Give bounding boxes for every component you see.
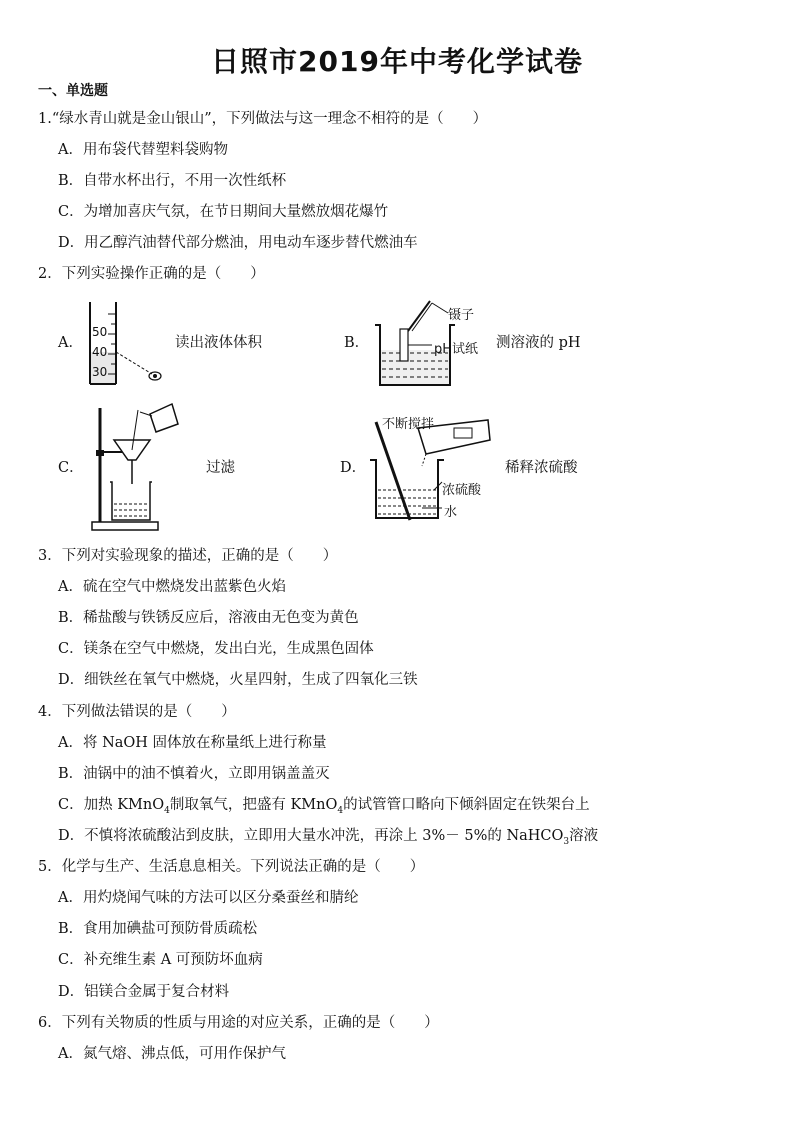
question-2-option-c-caption: 过滤 [206,460,235,476]
question-6-stem: 6．下列有关物质的性质与用途的对应关系，正确的是（ ） [38,1015,439,1031]
question-2-stem: 2．下列实验操作正确的是（ ） [38,266,265,282]
question-5-option-a: A．用灼烧闻气味的方法可以区分桑蚕丝和腈纶 [58,890,359,906]
page-title: 日照市2019年中考化学试卷 [211,45,583,78]
question-4-stem: 4．下列做法错误的是（ ） [38,704,236,720]
question-2-option-a-letter: A． [58,335,83,351]
filtration-figure [86,398,206,534]
question-3-option-c: C．镁条在空气中燃烧，发出白光，生成黑色固体 [58,641,374,657]
question-3-option-b: B．稀盐酸与铁锈反应后，溶液由无色变为黄色 [58,610,359,626]
question-4-option-b: B．油锅中的油不慎着火，立即用锅盖盖灭 [58,766,330,782]
question-4-option-a: A．将 NaOH 固体放在称量纸上进行称量 [58,735,327,751]
question-1-option-b: B．自带水杯出行，不用一次性纸杯 [58,173,287,189]
question-1-stem: 1.“绿水青山就是金山银山”，下列做法与这一理念不相符的是（ ） [38,111,488,127]
question-1-option-d: D．用乙醇汽油替代部分燃油，用电动车逐步替代燃油车 [58,235,418,251]
question-5-stem: 5．化学与生产、生活息息相关。下列说法正确的是（ ） [38,859,425,875]
question-4-option-c: C．加热 KMnO$_4$制取氧气，把盛有 KMnO$_4$的试管管口略向下倾斜固定在铁架台上 [58,797,590,816]
question-3-option-a: A．硫在空气中燃烧发出蓝紫色火焰 [58,579,286,595]
question-6-option-a: A．氮气熔、沸点低，可用作保护气 [58,1046,286,1062]
question-2-option-d-caption: 稀释浓硫酸 [505,460,578,476]
concentrated-acid-label: 浓硫酸 [442,483,482,498]
question-3-option-d: D．细铁丝在氧气中燃烧，火星四射，生成了四氧化三铁 [58,672,418,688]
question-2-option-b-caption: 测溶液的 pH [496,335,581,351]
question-2-option-b-letter: B． [344,335,370,351]
cylinder-tick-30: 30 [92,365,108,379]
question-5-option-b: B．食用加碘盐可预防骨质疏松 [58,921,258,937]
question-3-stem: 3．下列对实验现象的描述，正确的是（ ） [38,548,338,564]
question-5-option-c: C．补充维生素 A 可预防坏血病 [58,952,263,968]
water-label: 水 [444,505,458,520]
cylinder-tick-50: 50 [92,325,108,339]
cylinder-tick-40: 40 [92,345,108,359]
question-2-option-d-letter: D． [340,460,367,476]
question-4-option-d: D．不慎将浓硫酸沾到皮肤，立即用大量水冲洗，再涂上 3%－ 5%的 NaHCO$_3$溶液 [58,828,599,847]
section-heading: 一、单选题 [38,83,108,99]
question-2-option-c-letter: C． [58,460,84,476]
question-1-option-a: A．用布袋代替塑料袋购物 [58,142,228,158]
question-2-option-a-caption: 读出液体体积 [175,335,262,351]
question-1-option-c: C．为增加喜庆气氛，在节日期间大量燃放烟花爆竹 [58,204,389,220]
ph-paper-label: pH试纸 [434,342,479,357]
stir-label: 不断搅拌 [382,417,435,432]
question-5-option-d: D．铝镁合金属于复合材料 [58,984,230,1000]
tweezers-label: 镊子 [448,308,475,323]
